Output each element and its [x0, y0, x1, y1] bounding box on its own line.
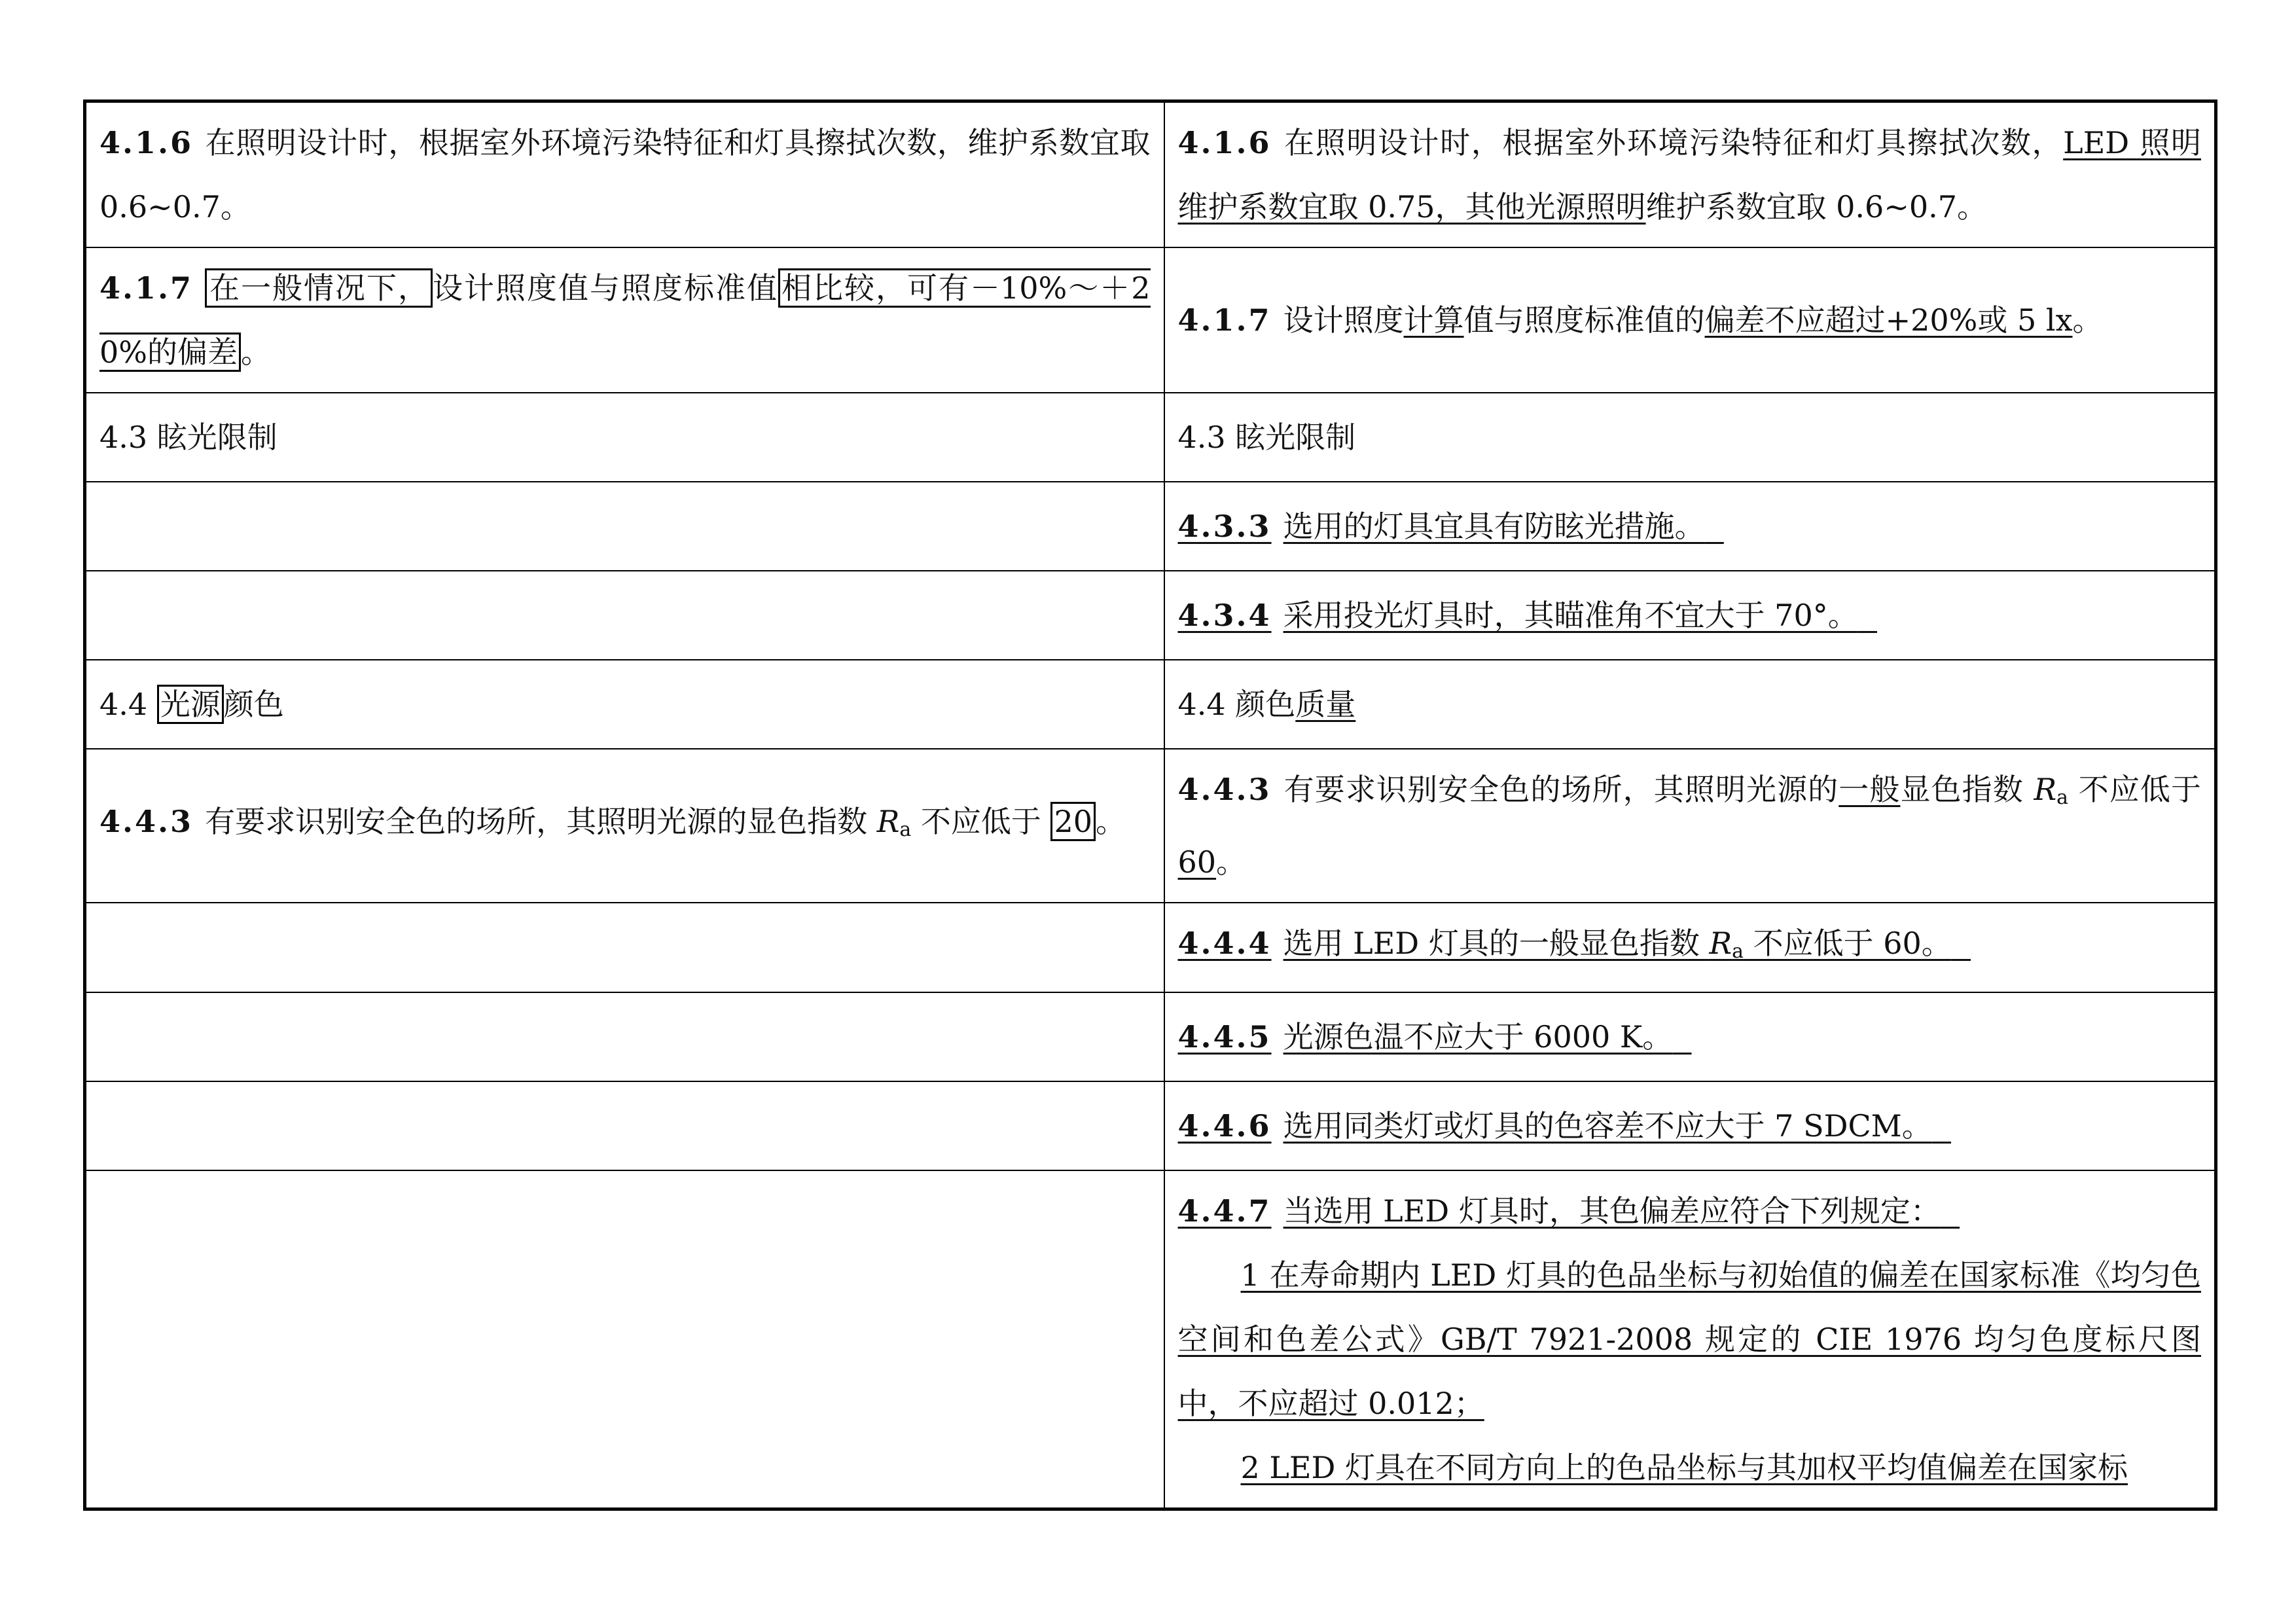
clause-text: 设计照度	[1283, 302, 1404, 338]
inserted-text: 选用 LED 灯具的一般显色指数	[1283, 926, 1710, 961]
new-clause-cell	[1164, 571, 2216, 660]
inserted-text: 光源色温不应大于 6000 K。	[1283, 1019, 1673, 1055]
clause-number: 4.4.7	[1177, 1193, 1272, 1229]
symbol-subscript: a	[1732, 940, 1744, 963]
empty-cell	[85, 992, 1164, 1081]
list-item	[1178, 1435, 2202, 1500]
table-row	[85, 749, 2216, 903]
symbol-subscript: a	[2056, 786, 2069, 809]
clause-text: 在照明设计时，根据室外环境污染特征和灯具擦拭次数，维护系数宜取 0.6~0.7。	[99, 125, 1151, 225]
inserted-text: 质量	[1295, 687, 1356, 722]
comparison-table	[83, 99, 2217, 1511]
inserted-text: 60	[1177, 844, 1217, 880]
table-row	[85, 903, 2216, 992]
new-section-heading	[1164, 660, 2216, 749]
clause-number: 4.3.3	[1177, 509, 1272, 544]
empty-cell	[85, 571, 1164, 660]
deleted-text: 光源	[157, 685, 224, 724]
heading-text: 4.4 颜色	[1177, 687, 1296, 722]
inserted-text: 1 在寿命期内 LED 灯具的色品坐标与初始值的偏差在国家标准《均匀色空间和色差公式》GB/T 7921-2008 规定的 CIE 1976 均匀色度标尺图中，不应超过 0.012；	[1177, 1257, 2201, 1421]
new-section-heading: 4.3 眩光限制	[1164, 393, 2216, 482]
inserted-text: 一般	[1839, 772, 1901, 807]
list-item	[1178, 1243, 2202, 1435]
old-section-heading	[85, 660, 1164, 749]
new-clause-cell	[1164, 992, 2216, 1081]
old-clause-cell	[85, 247, 1164, 393]
table-row	[85, 247, 2216, 393]
clause-text: 有要求识别安全色的场所，其照明光源的	[1283, 772, 1839, 807]
new-clause-cell	[1164, 101, 2216, 248]
clause-text: 。	[2072, 302, 2103, 338]
symbol-r: R	[1709, 926, 1732, 961]
clause-text: 值与照度标准值的	[1463, 302, 1705, 338]
table-row	[85, 660, 2216, 749]
inserted-text: LED 照明维护系数宜取 0.75，其他光源照明	[1177, 125, 2202, 225]
clause-number: 4.3.4	[1177, 598, 1272, 633]
new-clause-cell	[1164, 1081, 2216, 1170]
deleted-text: 相比较，可有－10%～＋20%的偏差	[99, 268, 1151, 372]
new-clause-cell	[1164, 247, 2216, 393]
inserted-text: 采用投光灯具时，其瞄准角不宜大于 70°。	[1283, 598, 1858, 633]
table-row	[85, 1170, 2216, 1509]
clause-text: 在照明设计时，根据室外环境污染特征和灯具擦拭次数，	[1283, 125, 2064, 160]
clause-number: 4.4.5	[1177, 1019, 1272, 1055]
clause-text: 不应低于	[2068, 772, 2202, 807]
old-clause-cell	[85, 101, 1164, 248]
inserted-text: 选用同类灯或灯具的色容差不应大于 7 SDCM。	[1283, 1108, 1932, 1144]
table-row	[85, 393, 2216, 482]
clause-number: 4.1.7	[1177, 302, 1272, 338]
clause-text: 显色指数	[1900, 772, 2034, 807]
clause-text: 。	[240, 334, 271, 370]
old-clause-cell	[85, 749, 1164, 903]
clause-text: 设计照度值与照度标准值	[433, 270, 779, 306]
clause-text: 不应低于	[911, 804, 1051, 839]
deleted-text: 20	[1050, 802, 1096, 841]
old-section-heading: 4.3 眩光限制	[85, 393, 1164, 482]
new-clause-cell	[1164, 749, 2216, 903]
table-row	[85, 992, 2216, 1081]
empty-cell	[85, 482, 1164, 571]
clause-text: 。	[1216, 844, 1247, 880]
clause-number: 4.4.6	[1177, 1108, 1272, 1144]
symbol-r: R	[876, 804, 900, 839]
inserted-text: 偏差不应超过+20%或 5 lx	[1704, 302, 2073, 338]
clause-number: 4.4.4	[1177, 926, 1272, 961]
heading-text: 4.4	[99, 687, 157, 722]
new-clause-cell	[1164, 903, 2216, 992]
inserted-text: 当选用 LED 灯具时，其色偏差应符合下列规定：	[1283, 1193, 1941, 1229]
symbol-r: R	[2034, 772, 2057, 807]
inserted-text: 2 LED 灯具在不同方向上的色品坐标与其加权平均值偏差在国家标	[1240, 1450, 2128, 1485]
inserted-text: 选用的灯具宜具有防眩光措施。	[1283, 509, 1705, 544]
table-row	[85, 482, 2216, 571]
inserted-text: 计算	[1403, 302, 1464, 338]
table-row	[85, 1081, 2216, 1170]
empty-cell	[85, 1170, 1164, 1509]
clause-number: 4.1.6	[99, 125, 194, 160]
clause-text: 。	[1096, 804, 1126, 839]
table-row	[85, 101, 2216, 248]
new-clause-cell	[1164, 1170, 2216, 1509]
deleted-text: 在一般情况下，	[205, 268, 433, 308]
clause-text: 维护系数宜取 0.6~0.7。	[1645, 189, 1988, 225]
symbol-subscript: a	[899, 818, 912, 841]
empty-cell	[85, 903, 1164, 992]
clause-number: 4.1.6	[1177, 125, 1272, 160]
clause-text: 有要求识别安全色的场所，其照明光源的显色指数	[205, 804, 877, 839]
new-clause-cell	[1164, 482, 2216, 571]
heading-text: 颜色	[223, 687, 284, 722]
clause-number: 4.4.3	[99, 804, 194, 839]
inserted-text: 不应低于 60。	[1743, 926, 1952, 961]
table-row	[85, 571, 2216, 660]
clause-number: 4.4.3	[1177, 772, 1272, 807]
empty-cell	[85, 1081, 1164, 1170]
clause-number: 4.1.7	[99, 270, 194, 306]
